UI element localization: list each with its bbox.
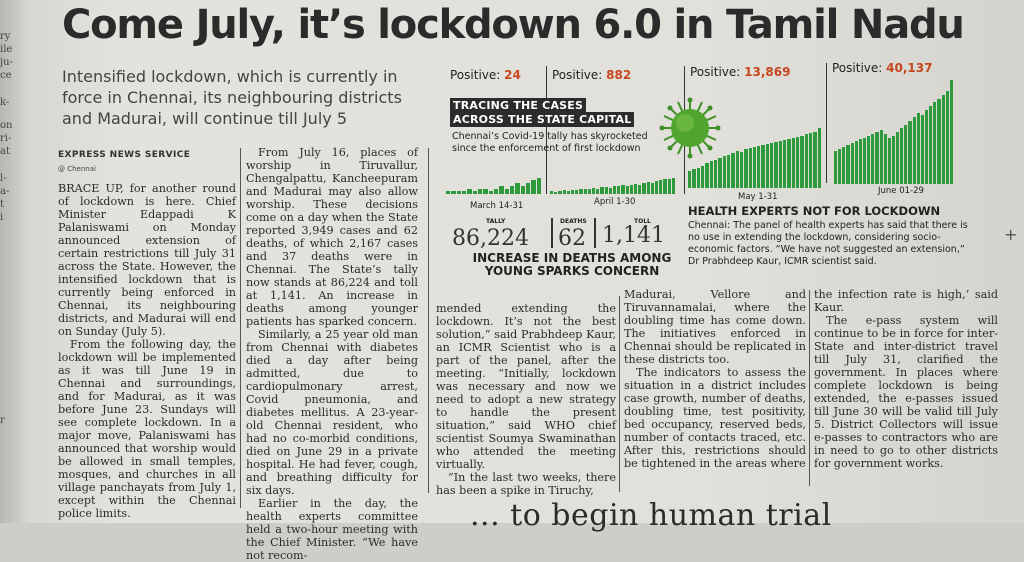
- paragraph: From July 16, places of worship in Tiruvallur, Chengalpattu, Kancheepuram and Madurai may also allow worship. These decisions come on a day when the State reported 3,949 cases and 62 deaths, of which 2,167 cases and 37 deaths were in Chennai. The State’s tally now stands at 86,224 and toll at 1,141. An increase in deaths among younger patients has sparked concern.: [246, 146, 418, 328]
- paragraph: Earlier in the day, the health experts committee held a two-hour meeting with the Chief Minister. “We have not recom-: [246, 497, 418, 562]
- chart-bar: [718, 158, 721, 188]
- chart-bar: [697, 168, 700, 188]
- article-column-4: [624, 288, 806, 488]
- positive-count-april: Positive: 882: [552, 68, 632, 82]
- chart-bar: [554, 192, 557, 194]
- period-label-may: May 1-31: [738, 192, 778, 202]
- side-fragment: ry: [0, 31, 11, 42]
- positive-count-march: Positive: 24: [450, 68, 521, 82]
- stat-divider: [594, 218, 596, 248]
- bars-march: [446, 158, 542, 194]
- chart-bar: [757, 146, 760, 188]
- chart-bar: [727, 155, 730, 188]
- side-fragment: i: [0, 212, 4, 223]
- positive-count-june: Positive: 40,137: [832, 61, 933, 75]
- chart-bar: [884, 134, 887, 184]
- chart-bar: [592, 188, 595, 194]
- article-column-1: [58, 182, 236, 520]
- chart-bar: [510, 186, 514, 194]
- chart-bar: [483, 189, 487, 194]
- deck-subheadline: Intensified lockdown, which is currently in force in Chennai, its neighbouring districts and Madurai, will continue till July 5: [62, 67, 402, 128]
- stat-label-toll: TOLL: [634, 218, 651, 225]
- chart-bar: [596, 189, 599, 194]
- chart-bar: [761, 145, 764, 188]
- chart-bar: [446, 191, 450, 194]
- chart-bar: [563, 190, 566, 194]
- chart-bar: [705, 163, 708, 188]
- chart-bar: [787, 139, 790, 188]
- side-fragment: ju-: [0, 57, 13, 68]
- cases-graphic: [438, 58, 970, 290]
- chart-bar: [766, 144, 769, 188]
- stat-label-deaths: DEATHS: [560, 218, 587, 225]
- chart-bar: [846, 145, 849, 184]
- graphic-subtitle: Chennai’s Covid-19 tally has skyrocketed since the enforcement of first lockdown: [452, 131, 648, 154]
- stat-value-toll: 1,141: [602, 223, 665, 248]
- chart-bar: [867, 136, 870, 184]
- chart-bar: [655, 181, 658, 194]
- chart-bar: [880, 130, 883, 184]
- chart-bar: [813, 132, 816, 188]
- chart-bar: [613, 186, 616, 194]
- chart-bar: [859, 139, 862, 184]
- chart-bar: [537, 178, 541, 194]
- chart-bar: [600, 187, 603, 194]
- chart-bar: [792, 138, 795, 188]
- chart-bar: [908, 121, 911, 184]
- paragraph: Similarly, a 25 year old man from Chennai with diabetes died a day after being admitted, due to cardiopulmonary arrest, Covid pneumonia, and diabetes mellitus. A 23-year-old Chennai resident, who had no co-morbid conditions, died on June 29 in a private hospital. He had fever, cough, and breathing difficulty for six days.: [246, 328, 418, 497]
- paragraph: From the following day, the lockdown will be implemented as it was till June 19 in Chennai and surroundings, and for Madurai, as it was before June 23. Sundays will see complete lockdown. In a major move, Palaniswami has announced that worship would be allowed in small temples, mosques, and churches in all village panchayats from July 1, except within the Chennai police limits.: [58, 338, 236, 520]
- period-label-april: April 1-30: [594, 197, 636, 207]
- chart-bar: [701, 166, 704, 189]
- chart-bar: [609, 188, 612, 194]
- column-divider: [240, 148, 241, 508]
- paragraph: mended extending the lockdown. It’s not the best solution,” said Prabhdeep Kaur, an ICMR Scientist who is a part of the panel, after the meeting. “Initially, lockdown was necessary and now we need to adopt a new strategy to handle the present situation,” said WHO chief scientist Soumya Swaminathan who attended the meeting virtually.: [436, 302, 616, 471]
- chart-bar: [723, 156, 726, 188]
- chart-bar: [467, 189, 471, 194]
- bars-april: [550, 158, 676, 194]
- chart-bar: [950, 80, 953, 184]
- chart-bar: [710, 161, 713, 188]
- chart-bar: [871, 134, 874, 184]
- chart-bar: [929, 106, 932, 184]
- chart-bar: [921, 115, 924, 184]
- crop-mark-icon: +: [1004, 225, 1018, 244]
- paragraph: The e-pass system will continue to be in force for inter-State and inter-district travel till July 31, clarified the government. In places where complete lockdown is being extended, the e-passes issued till June 30 will be valid till July 5. District Collectors will issue e-passes to contractors who are in need to go to other districts for government works.: [814, 314, 998, 470]
- chart-bar: [913, 117, 916, 184]
- chart-bar: [749, 148, 752, 188]
- chart-bar: [567, 191, 570, 194]
- chart-bar: [521, 186, 525, 194]
- experts-heading: HEALTH EXPERTS NOT FOR LOCKDOWN: [688, 204, 941, 218]
- period-divider: [826, 63, 827, 183]
- chart-bar: [838, 149, 841, 184]
- chart-bar: [917, 113, 920, 184]
- chart-bar: [888, 138, 891, 184]
- side-fragment: k-: [0, 97, 10, 108]
- chart-bar: [770, 143, 773, 188]
- article-column-2: [246, 146, 418, 562]
- chart-bar: [621, 185, 624, 194]
- graphic-title-line1: TRACING THE CASES: [450, 98, 586, 113]
- chart-bar: [605, 187, 608, 194]
- chart-bar: [875, 132, 878, 184]
- chart-bar: [515, 183, 519, 194]
- chart-bar: [933, 102, 936, 184]
- chart-bar: [617, 186, 620, 194]
- paragraph: the infection rate is high,’ said Kaur.: [814, 288, 998, 314]
- chart-bar: [942, 95, 945, 184]
- chart-bar: [558, 191, 561, 194]
- side-fragment: l-: [0, 173, 7, 184]
- column-divider: [809, 290, 810, 486]
- chart-bar: [588, 189, 591, 194]
- chart-bar: [571, 190, 574, 194]
- chart-bar: [692, 169, 695, 188]
- side-fragment: at: [0, 146, 10, 157]
- chart-bar: [904, 125, 907, 184]
- paragraph: Madurai, Vellore and Tiruvannamalai, where the doubling time has come down. The initiatives enforced in Chennai should be replicated in these districts too.: [624, 288, 806, 366]
- side-fragment: on: [0, 120, 13, 131]
- chart-bar: [834, 151, 837, 184]
- increase-in-deaths-heading: INCREASE IN DEATHS AMONG YOUNG SPARKS CONCERN: [472, 251, 672, 278]
- experts-body: Chennai: The panel of health experts has said that there is no use in extending the lockdown, considering socio-economic factors. “We have not suggested an extension,” Dr Prabhdeep Kaur, ICMR scientist said.: [688, 220, 968, 267]
- chart-bar: [457, 191, 461, 194]
- chart-bar: [855, 141, 858, 184]
- stat-label-tally: TALLY: [486, 218, 506, 225]
- chart-bar: [783, 140, 786, 188]
- side-fragment: a-: [0, 186, 10, 197]
- chart-bar: [796, 137, 799, 188]
- column-divider: [619, 296, 620, 492]
- period-label-june: June 01-29: [878, 186, 924, 196]
- chart-bar: [478, 189, 482, 194]
- paragraph: The indicators to assess the situation in a district includes case growth, number of deaths, doubling time, test positivity, bed occupancy, reserved beds, number of contacts traced, etc. After this, restrictions should be tightened in the areas where: [624, 366, 806, 470]
- side-fragment: ce: [0, 70, 12, 81]
- chart-bar: [489, 191, 493, 194]
- chart-bar: [531, 180, 535, 194]
- side-fragment: ri-: [0, 133, 12, 144]
- chart-bar: [731, 153, 734, 188]
- adjacent-column-fragments: [0, 30, 28, 427]
- chart-bar: [526, 183, 530, 194]
- chart-bar: [688, 171, 691, 188]
- chart-bar: [630, 185, 633, 194]
- chart-bar: [842, 147, 845, 184]
- chart-bar: [925, 110, 928, 184]
- stat-value-tally: 86,224: [452, 226, 529, 251]
- chart-bar: [740, 152, 743, 188]
- chart-bar: [809, 133, 812, 188]
- stat-divider: [551, 218, 553, 248]
- paragraph: BRACE UP, for another round of lockdown is here. Chief Minister Edappadi K Palaniswami on Monday announced extension of certain restrictions till July 31 across the State. However, the intensified lockdown that is currently being enforced in Chennai, its neighbouring districts, and Madurai will end on Sunday (July 5).: [58, 182, 236, 338]
- chart-bar: [499, 186, 503, 194]
- chart-bar: [744, 149, 747, 188]
- chart-bar: [736, 151, 739, 189]
- chart-bar: [851, 143, 854, 184]
- chart-bar: [937, 99, 940, 184]
- chart-bar: [550, 191, 553, 194]
- chart-bar: [714, 160, 717, 188]
- side-fragment: r: [0, 415, 5, 426]
- chart-bar: [634, 184, 637, 194]
- chart-bar: [579, 189, 582, 194]
- chart-bar: [668, 179, 671, 194]
- chart-bar: [805, 134, 808, 188]
- bars-may: [688, 128, 822, 188]
- article-column-5: [814, 288, 998, 488]
- chart-bar: [462, 191, 466, 194]
- side-fragment: t: [0, 199, 5, 210]
- chart-bar: [863, 138, 866, 184]
- byline: EXPRESS NEWS SERVICE: [58, 150, 191, 160]
- chart-bar: [647, 182, 650, 194]
- next-article-headline-fragment: ... to begin human trial: [470, 498, 832, 533]
- chart-bar: [575, 190, 578, 194]
- paragraph: “In the last two weeks, there has been a spike in Tiruchy,: [436, 471, 616, 497]
- headline: Come July, it’s lockdown 6.0 in Tamil Nadu: [62, 2, 964, 48]
- chart-bar: [753, 147, 756, 188]
- chart-bar: [659, 180, 662, 194]
- chart-bar: [584, 189, 587, 194]
- period-divider: [546, 66, 547, 194]
- chart-bar: [946, 91, 949, 184]
- bars-june: [834, 80, 954, 184]
- positive-count-may: Positive: 13,869: [690, 65, 791, 79]
- article-column-3: [436, 302, 616, 497]
- chart-bar: [494, 189, 498, 194]
- chart-bar: [451, 191, 455, 194]
- chart-bar: [818, 128, 821, 188]
- side-fragment: ile: [0, 44, 13, 55]
- chart-bar: [505, 189, 509, 194]
- chart-bar: [892, 136, 895, 184]
- graphic-title-line2: ACROSS THE STATE CAPITAL: [450, 112, 634, 127]
- chart-bar: [900, 128, 903, 184]
- chart-bar: [774, 142, 777, 188]
- chart-bar: [651, 183, 654, 194]
- chart-bar: [896, 132, 899, 184]
- chart-bar: [779, 141, 782, 188]
- period-label-march: March 14-31: [470, 201, 524, 211]
- chart-bar: [626, 186, 629, 194]
- chart-bar: [638, 185, 641, 194]
- chart-bar: [672, 178, 675, 194]
- chart-bar: [663, 179, 666, 194]
- chart-bar: [800, 136, 803, 189]
- chart-bar: [473, 191, 477, 194]
- byline-location: @ Chennai: [58, 165, 96, 173]
- stat-value-deaths: 62: [558, 226, 586, 251]
- chart-bar: [642, 183, 645, 194]
- column-divider: [428, 148, 429, 493]
